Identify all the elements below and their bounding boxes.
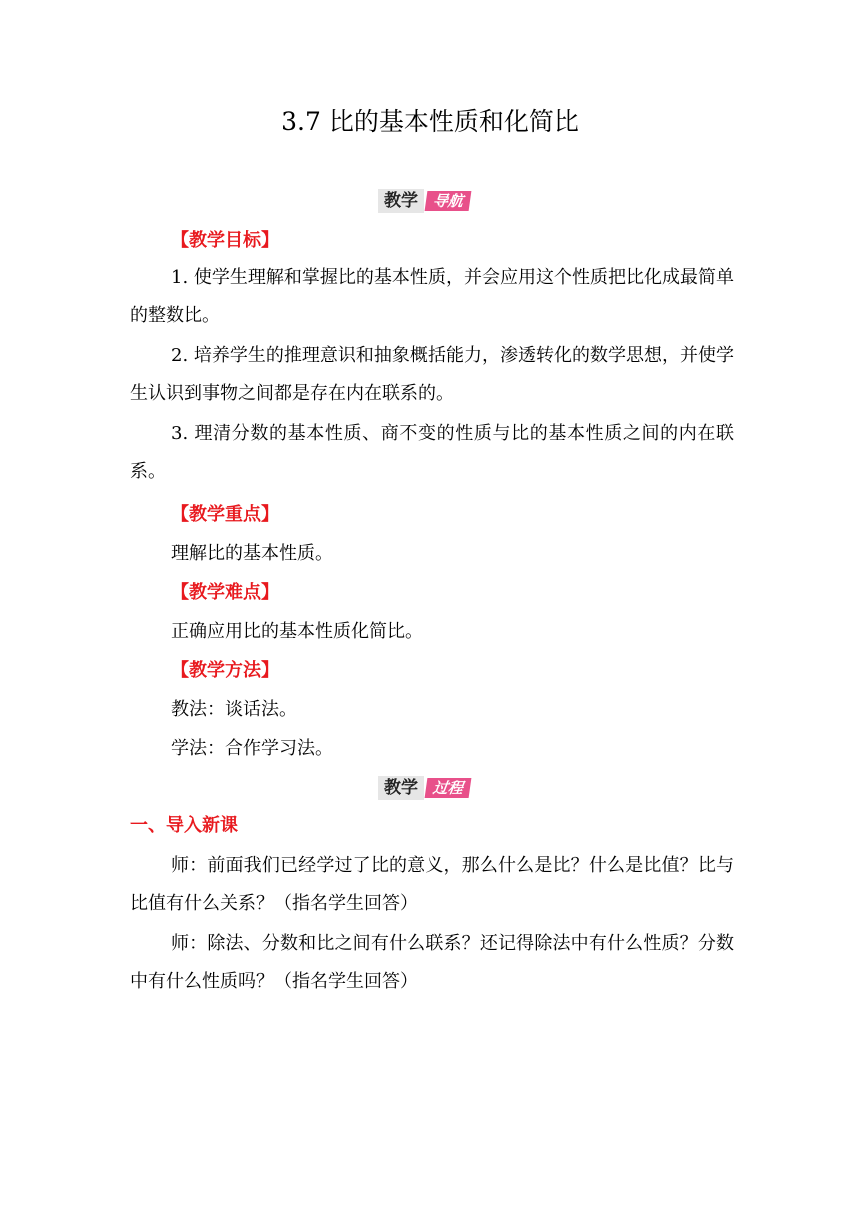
teaching-method-text: 教法：谈话法。 [171, 699, 297, 720]
key-points-heading: 【教学重点】 [171, 504, 279, 525]
intro-heading: 一、导入新课 [130, 815, 238, 836]
teaching-guide-banner [378, 188, 470, 214]
teaching-process-banner [378, 775, 470, 801]
objective-item: 1. 使学生理解和掌握比的基本性质，并会应用这个性质把比化成最简单的整数比。 [130, 267, 734, 326]
objective-item: 2. 培养学生的推理意识和抽象概括能力，渗透转化的数学思想，并使学生认识到事物之间都是存在内在联系的。 [130, 345, 734, 404]
banner-tag: 导航 [425, 191, 472, 211]
intro-paragraph: 师：除法、分数和比之间有什么联系？还记得除法中有什么性质？分数中有什么性质吗？（指名学生回答） [130, 933, 734, 992]
document-title: 3.7 比的基本性质和化简比 [281, 107, 579, 136]
difficulties-heading: 【教学难点】 [171, 582, 279, 603]
banner-label: 教学 [378, 189, 424, 213]
objectives-heading: 【教学目标】 [171, 230, 279, 251]
intro-paragraph: 师：前面我们已经学过了比的意义，那么什么是比？什么是比值？比与比值有什么关系？（指名学生回答） [130, 855, 734, 914]
difficulties-text: 正确应用比的基本性质化简比。 [171, 621, 423, 642]
learning-method-text: 学法：合作学习法。 [171, 738, 333, 759]
key-points-text: 理解比的基本性质。 [171, 543, 333, 564]
methods-heading: 【教学方法】 [171, 660, 279, 681]
banner-label: 教学 [378, 776, 424, 800]
banner-tag: 过程 [425, 778, 472, 798]
objective-item: 3. 理清分数的基本性质、商不变的性质与比的基本性质之间的内在联系。 [130, 423, 734, 482]
